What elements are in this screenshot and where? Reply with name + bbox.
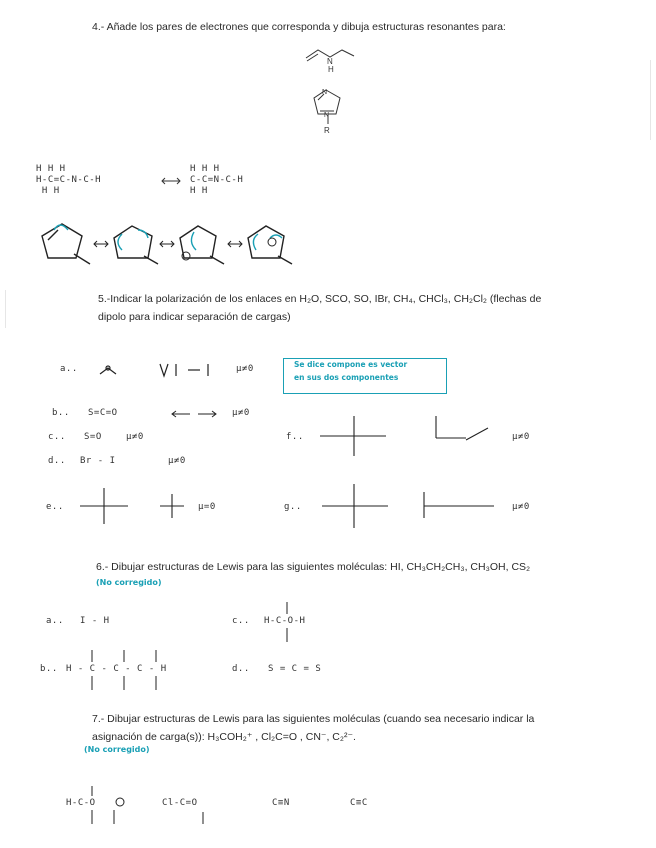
enamine-h-label: H bbox=[328, 65, 334, 74]
q5-note-box bbox=[283, 358, 447, 394]
hw-enamine-right: H H H C-C=N-C-H H H bbox=[190, 164, 244, 196]
q6-c-label: c.. bbox=[232, 616, 250, 626]
q5-item-e-result: μ=0 bbox=[198, 502, 216, 512]
hw-imidazole-resonance bbox=[34, 216, 314, 272]
question-7-title: 7.- Dibujar estructuras de Lewis para las siguientes moléculas (cuando sea necesario indicar la asignación de carga(s)): H₃COH₂⁺ , Cl₂C=O , CN⁻, C₂²⁻. bbox=[92, 713, 535, 744]
q6-c-structure: H-C-O-H bbox=[264, 616, 306, 626]
q5-ch4-sketch bbox=[76, 484, 196, 528]
q5-item-b-label: b.. bbox=[52, 408, 70, 418]
q5-item-d-structure: Br - I bbox=[80, 456, 116, 466]
q7-not-corrected-note: (No corregido) bbox=[84, 745, 150, 754]
q5-b-dipole-arrows bbox=[170, 410, 220, 418]
page-edge-mark bbox=[650, 60, 651, 140]
q6-d-label: d.. bbox=[232, 664, 250, 674]
q6-b-label: b.. bbox=[40, 664, 58, 674]
q5-item-c-structure: S=O bbox=[84, 432, 102, 442]
q5-item-f-label: f.. bbox=[286, 432, 304, 442]
q6-not-corrected-note: (No corregido) bbox=[96, 578, 162, 587]
q6-methanol-bonds bbox=[282, 600, 292, 646]
q6-d-structure: S = C = S bbox=[268, 664, 322, 674]
q5-note-line2: en sus dos componentes bbox=[294, 372, 399, 382]
q5-item-a-label: a.. bbox=[60, 364, 78, 374]
q7-structure-4: C≡C bbox=[350, 798, 368, 808]
q7-s2-bond bbox=[198, 812, 208, 826]
q5-ch2cl2-sketch bbox=[318, 478, 514, 534]
q7-structure-2: Cl-C=O bbox=[162, 798, 198, 808]
q5-item-g-result: μ≠0 bbox=[512, 502, 530, 512]
q6-b-structure: H - C - C - C - H bbox=[66, 664, 167, 674]
page-edge-mark bbox=[5, 290, 6, 328]
q7-s1-bonds bbox=[84, 784, 124, 828]
q5-item-b-result: μ≠0 bbox=[232, 408, 250, 418]
q6-a-label: a.. bbox=[46, 616, 64, 626]
q5-item-c-label: c.. bbox=[48, 432, 66, 442]
hw-enamine-left: H H H H-C=C-N-C-H H H bbox=[36, 164, 102, 196]
q5-item-g-label: g.. bbox=[284, 502, 302, 512]
imidazole-n2: N bbox=[324, 112, 330, 119]
imidazole-n1: N bbox=[322, 89, 328, 96]
q5-item-f-result: μ≠0 bbox=[512, 432, 530, 442]
q5-chcl3-sketch bbox=[316, 408, 516, 464]
resonance-arrow bbox=[160, 178, 182, 184]
q6-a-structure: I - H bbox=[80, 616, 110, 626]
q7-structure-1: H-C-O bbox=[66, 798, 96, 808]
imidazole-r: R bbox=[324, 126, 330, 135]
q5-item-a-result: μ≠0 bbox=[236, 364, 254, 374]
imidazole-structure bbox=[304, 84, 354, 136]
q5-item-e-label: e.. bbox=[46, 502, 64, 512]
q5-note-line1: Se dice compone es vector bbox=[294, 360, 408, 369]
question-5-title: 5.-Indicar la polarización de los enlaces en H₂O, SCO, SO, IBr, CH₄, CHCl₃, CH₂Cl₂ (flechas de dipolo para indicar separación de cargas) bbox=[98, 293, 542, 324]
enamine-structure bbox=[300, 44, 360, 74]
q5-item-d-result: μ≠0 bbox=[168, 456, 186, 466]
question-4-title: 4.- Añade los pares de electrones que corresponda y dibuja estructuras resonantes para: bbox=[92, 21, 506, 33]
question-6-title: 6.- Dibujar estructuras de Lewis para las siguientes moléculas: HI, CH₃CH₂CH₃, CH₃OH, CS₂ bbox=[96, 561, 531, 573]
q5-water-sketch bbox=[96, 360, 236, 380]
q5-item-b-structure: S=C=O bbox=[88, 408, 118, 418]
q5-item-c-result: μ≠0 bbox=[126, 432, 144, 442]
q5-item-d-label: d.. bbox=[48, 456, 66, 466]
q6-propane-bonds bbox=[86, 648, 186, 694]
enamine-n-label: N bbox=[327, 57, 333, 66]
q7-structure-3: C≡N bbox=[272, 798, 290, 808]
